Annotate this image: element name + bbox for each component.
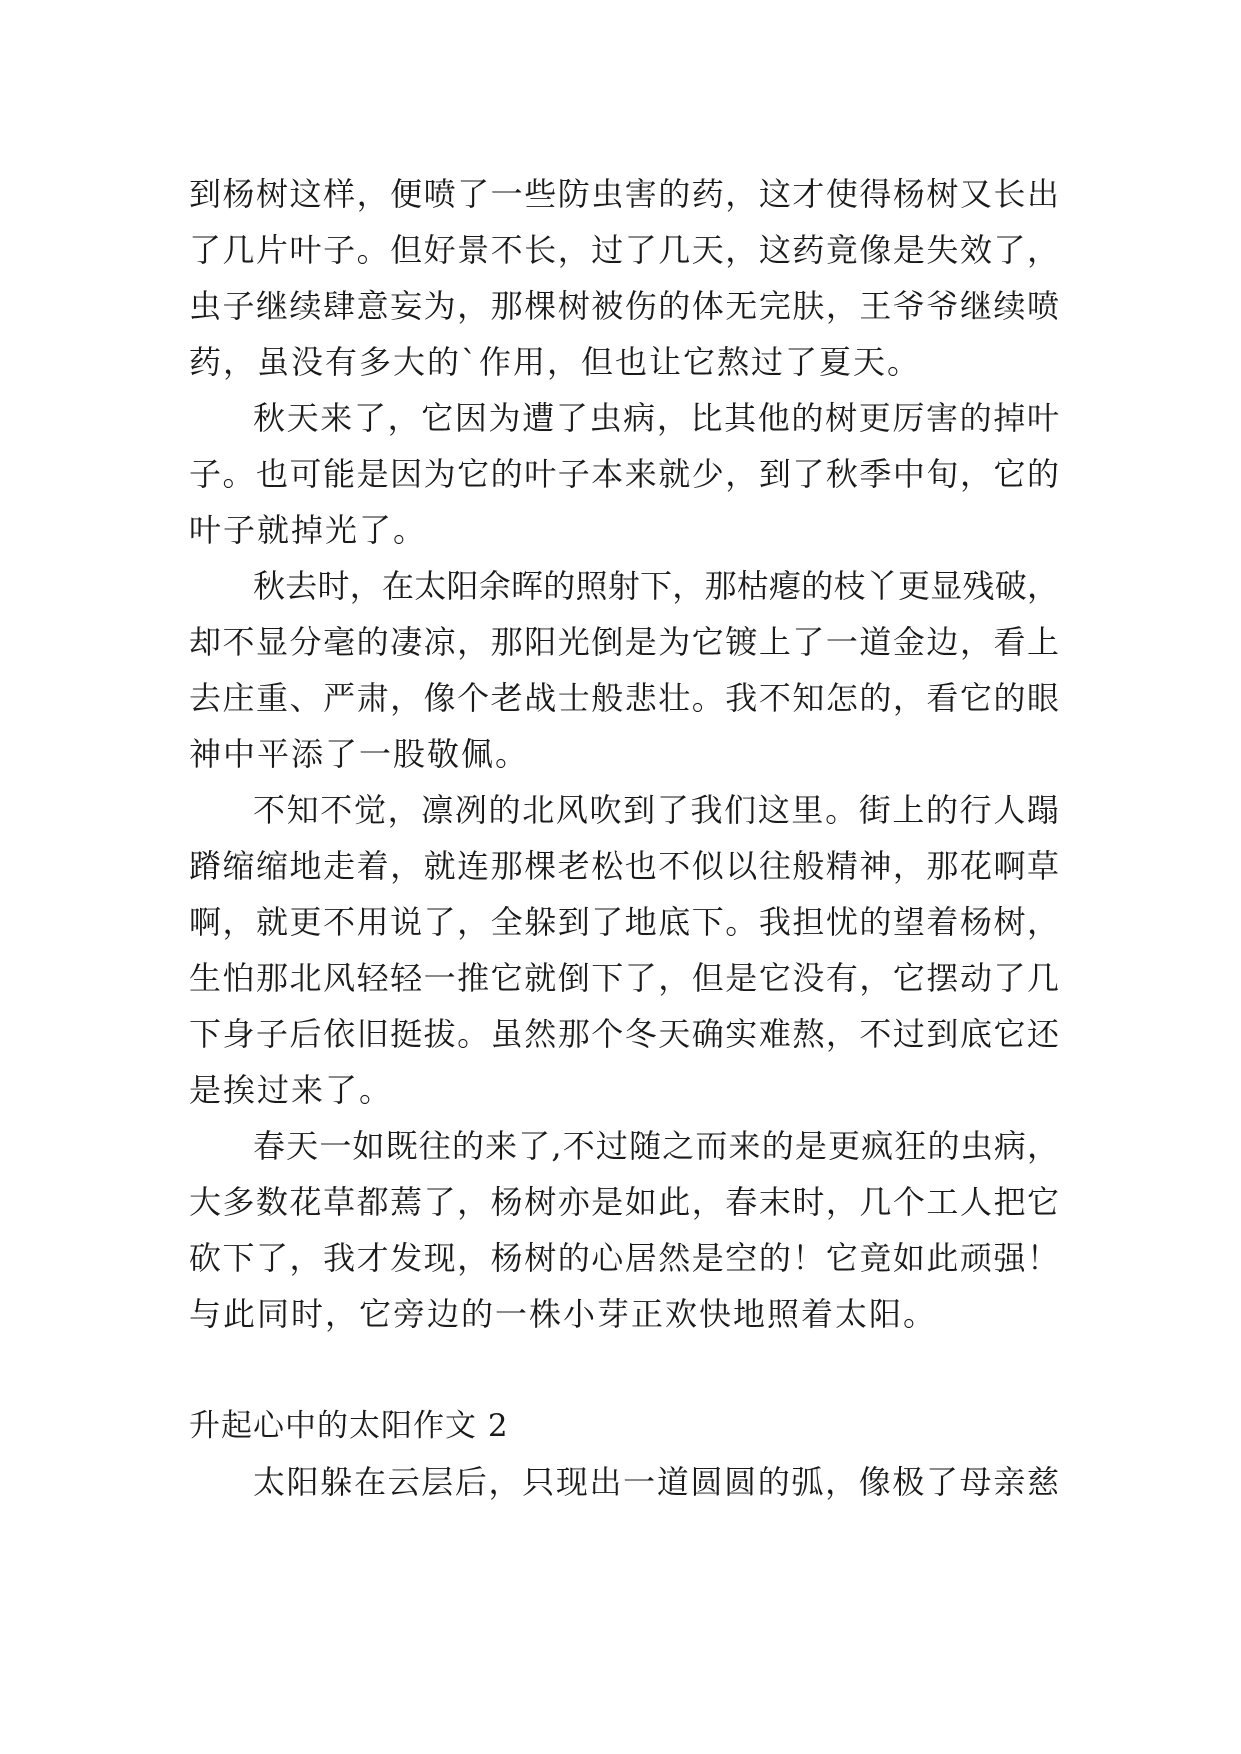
text-line: 虫子继续肆意妄为，那棵树被伤的体无完肤，王爷爷继续喷 xyxy=(189,287,1059,325)
text-line: 春天一如既往的来了,不过随之而来的是更疯狂的虫病， xyxy=(253,1127,1059,1165)
paragraph-3 xyxy=(189,558,1059,782)
paragraph-6 xyxy=(189,1454,1059,1510)
text-line: 是挨过来了。 xyxy=(189,1071,394,1109)
section-title: 升起心中的太阳作文 2 xyxy=(189,1408,509,1444)
text-line: 与此同时，它旁边的一株小芽正欢快地照着太阳。 xyxy=(189,1295,938,1333)
document-body xyxy=(189,166,1059,1510)
text-line: 秋去时，在太阳余晖的照射下，那枯瘪的枝丫更显残破， xyxy=(253,567,1059,605)
text-line: 砍下了，我才发现，杨树的心居然是空的！它竟如此顽强！ xyxy=(189,1239,1059,1277)
paragraph-1 xyxy=(189,166,1059,390)
text-line: 太阳躲在云层后，只现出一道圆圆的弧，像极了母亲慈 xyxy=(253,1463,1059,1501)
text-line: 啊，就更不用说了，全躲到了地底下。我担忧的望着杨树， xyxy=(189,903,1059,941)
text-line: 不知不觉，凛冽的北风吹到了我们这里。街上的行人蹋 xyxy=(253,791,1059,829)
paragraph-4 xyxy=(189,782,1059,1118)
text-line: 了几片叶子。但好景不长，过了几天，这药竟像是失效了， xyxy=(189,231,1059,269)
text-line: 到杨树这样，便喷了一些防虫害的药，这才使得杨树又长出 xyxy=(189,175,1059,213)
text-line: 蹐缩缩地走着，就连那棵老松也不似以往般精神，那花啊草 xyxy=(189,847,1059,885)
text-line: 秋天来了，它因为遭了虫病，比其他的树更厉害的掉叶 xyxy=(253,399,1059,437)
text-line: 却不显分毫的凄凉，那阳光倒是为它镀上了一道金边，看上 xyxy=(189,623,1059,661)
paragraph-2 xyxy=(189,390,1059,558)
text-line: 生怕那北风轻轻一推它就倒下了，但是它没有，它摆动了几 xyxy=(189,959,1059,997)
blank-line xyxy=(189,1342,1059,1398)
paragraph-5 xyxy=(189,1118,1059,1342)
text-line: 药，虽没有多大的`作用，但也让它熬过了夏天。 xyxy=(189,343,922,381)
text-line: 叶子就掉光了。 xyxy=(189,511,428,549)
text-line: 神中平添了一股敬佩。 xyxy=(189,735,530,773)
text-line: 子。也可能是因为它的叶子本来就少，到了秋季中旬，它的 xyxy=(189,455,1059,493)
text-line: 大多数花草都蔫了，杨树亦是如此，春末时，几个工人把它 xyxy=(189,1183,1059,1221)
text-line: 下身子后依旧挺拔。虽然那个冬天确实难熬，不过到底它还 xyxy=(189,1015,1059,1053)
text-line: 去庄重、严肃，像个老战士般悲壮。我不知怎的，看它的眼 xyxy=(189,679,1059,717)
